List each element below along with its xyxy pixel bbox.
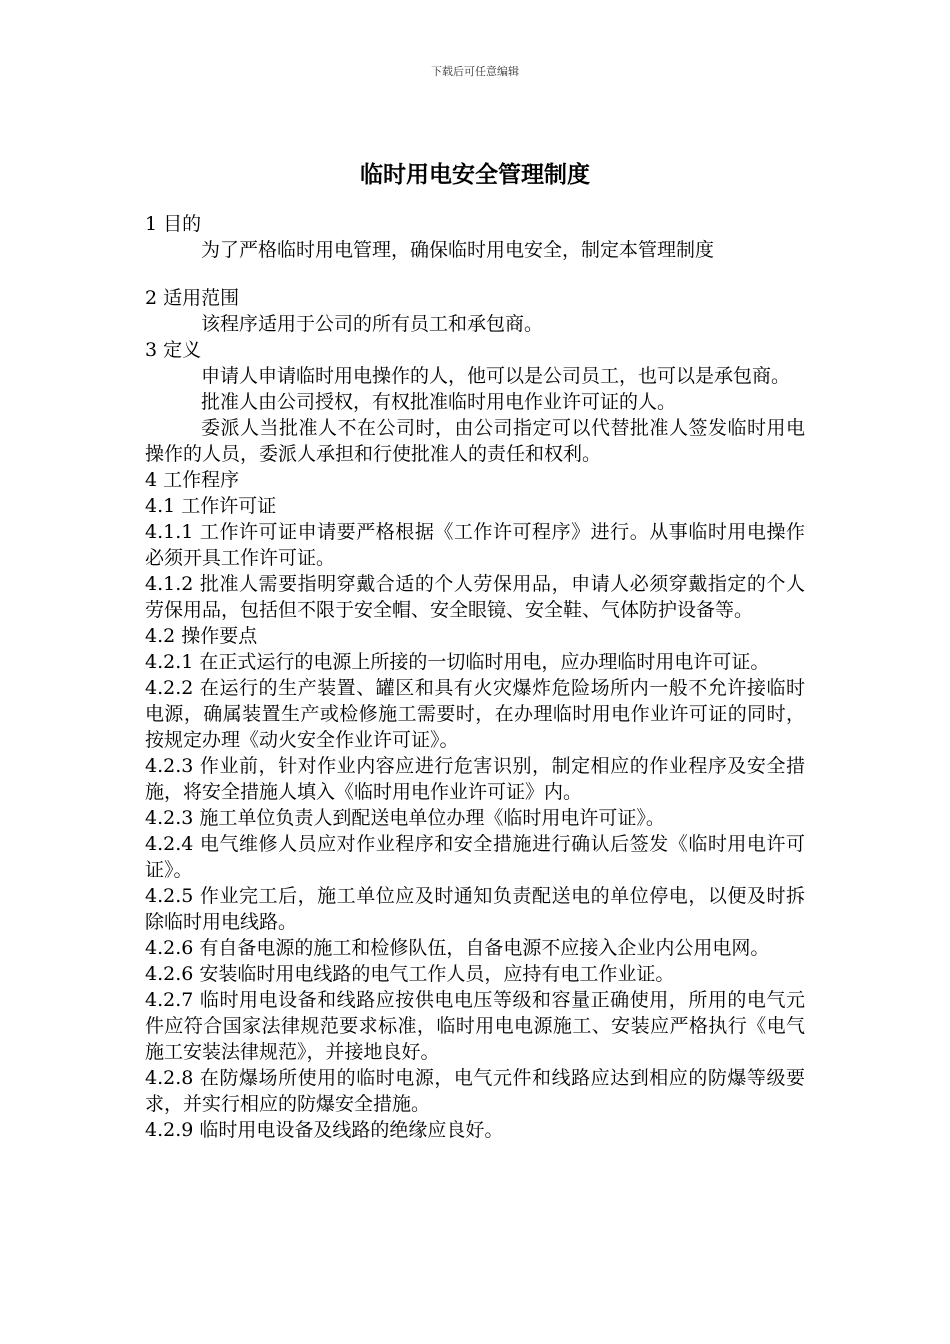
clause-4-1-2: 4.1.2 批准人需要指明穿戴合适的个人劳保用品，申请人必须穿戴指定的个人劳保用品，包括但不限于安全帽、安全眼镜、安全鞋、气体防护设备等。	[145, 573, 805, 621]
clause-4-2-6-b: 4.2.6 安装临时用电线路的电气工作人员，应持有电工作业证。	[145, 963, 675, 985]
header-note: 下载后可任意编辑	[431, 65, 519, 78]
clause-4-2-9: 4.2.9 临时用电设备及线路的绝缘应良好。	[145, 1119, 504, 1141]
document-body	[145, 211, 805, 1143]
clause-4-2-7: 4.2.7 临时用电设备和线路应按供电电压等级和容量正确使用，所用的电气元件应符合国家法律规范要求标准，临时用电电源施工、安装应严格执行《电气施工安装法律规范》，并接地良好。	[145, 989, 805, 1063]
clause-4-2-3-a: 4.2.3 作业前，针对作业内容应进行危害识别，制定相应的作业程序及安全措施，将安全措施人填入《临时用电作业许可证》内。	[145, 755, 805, 803]
clause-4-2-4: 4.2.4 电气维修人员应对作业程序和安全措施进行确认后签发《临时用电许可证》。	[145, 833, 805, 881]
paragraph-applicant: 申请人申请临时用电操作的人，他可以是公司员工，也可以是承包商。	[201, 365, 791, 387]
subsection-heading-permit: 4.1 工作许可证	[145, 495, 277, 517]
section-heading-purpose: 1 目的	[145, 213, 202, 235]
clause-4-2-1: 4.2.1 在正式运行的电源上所接的一切临时用电，应办理临时用电许可证。	[145, 651, 770, 673]
clause-4-2-6-a: 4.2.6 有自备电源的施工和检修队伍，自备电源不应接入企业内公用电网。	[145, 937, 770, 959]
clause-4-2-2: 4.2.2 在运行的生产装置、罐区和具有火灾爆炸危险场所内一般不允许接临时电源，确属装置生产或检修施工需要时，在办理临时用电作业许可证的同时，按规定办理《动火安全作业许可证》。	[145, 677, 805, 751]
clause-4-1-1: 4.1.1 工作许可证申请要严格根据《工作许可程序》进行。从事临时用电操作必须开具工作许可证。	[145, 521, 805, 569]
subsection-heading-key-points: 4.2 操作要点	[145, 625, 258, 647]
section-heading-scope: 2 适用范围	[145, 287, 240, 309]
paragraph-scope: 该程序适用于公司的所有员工和承包商。	[201, 313, 544, 335]
paragraph-approver: 批准人由公司授权，有权批准临时用电作业许可证的人。	[201, 391, 677, 413]
section-heading-procedure: 4 工作程序	[145, 469, 240, 491]
clause-4-2-5: 4.2.5 作业完工后，施工单位应及时通知负责配送电的单位停电，以便及时拆除临时用电线路。	[145, 885, 805, 933]
paragraph-purpose: 为了严格临时用电管理，确保临时用电安全，制定本管理制度	[201, 239, 715, 261]
document-title: 临时用电安全管理制度	[360, 162, 590, 188]
section-heading-definitions: 3 定义	[145, 339, 202, 361]
clause-4-2-8: 4.2.8 在防爆场所使用的临时电源，电气元件和线路应达到相应的防爆等级要求，并实行相应的防爆安全措施。	[145, 1067, 805, 1115]
clause-4-2-3-b: 4.2.3 施工单位负责人到配送电单位办理《临时用电许可证》。	[145, 807, 665, 829]
paragraph-delegate: 委派人当批准人不在公司时，由公司指定可以代替批准人签发临时用电操作的人员，委派人承担和行使批准人的责任和权利。	[145, 417, 805, 465]
